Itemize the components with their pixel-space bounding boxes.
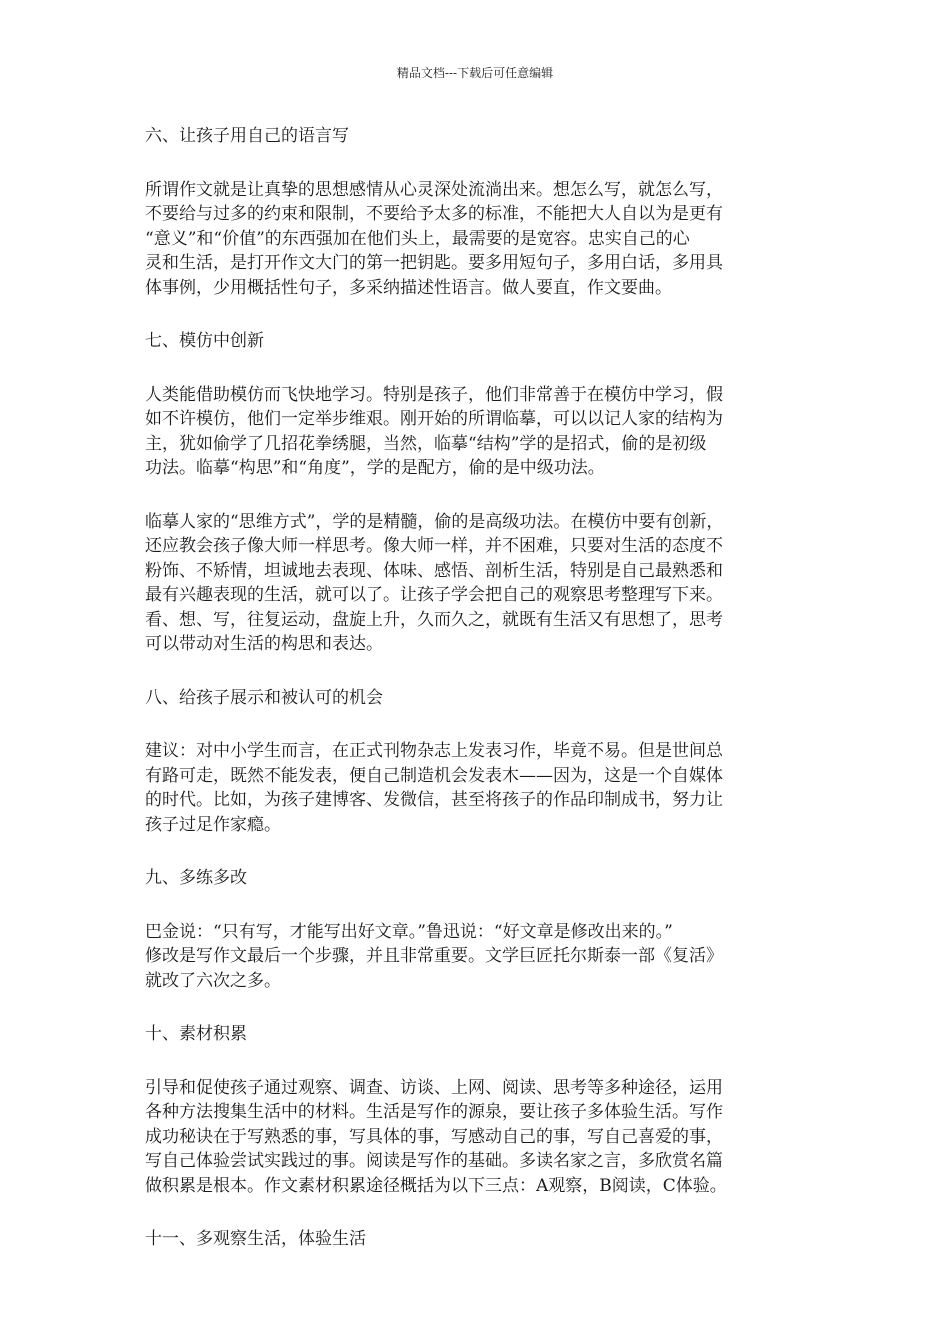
paragraph-line: 各种方法搜集生活中的材料。生活是写作的源泉，要让孩子多体验生活。写作: [145, 1102, 723, 1122]
section-heading: 十、素材积累: [145, 1024, 247, 1044]
paragraph-line: 主，犹如偷学了几招花拳绣腿，当然，临摹“结构”学的是招式，偷的是初级: [145, 433, 707, 454]
paragraph-line: 体事例，少用概括性句子，多采纳描述性语言。做人要直，作文要曲。: [145, 277, 672, 298]
paragraph-line: 还应教会孩子像大师一样思考。像大师一样，并不困难，只要对生活的态度不: [145, 536, 723, 556]
paragraph: [145, 178, 815, 301]
paragraph-line: 巴金说：“只有写，才能写出好文章。”鲁迅说：“好文章是修改出来的。”: [145, 921, 673, 942]
paragraph-line: 引导和促使孩子通过观察、调查、访谈、上网、阅读、思考等多种途径，运用: [145, 1077, 723, 1098]
paragraph-line: “意义”和“价值”的东西强加在他们头上，最需要的是宽容。忠实自己的心: [145, 228, 690, 249]
page-header: 精品文档---下载后可任意编辑: [396, 66, 554, 80]
paragraph-line: 看、想、写，往复运动，盘旋上升，久而久之，就既有生活又有思想了，思考: [145, 609, 723, 630]
paragraph-line: 灵和生活，是打开作文大门的第一把钥匙。要多用短句子，多用白话，多用具: [145, 253, 723, 273]
paragraph-line: 不要给与过多的约束和限制，不要给予太多的标准，不能把大人自以为是更有: [145, 204, 723, 224]
paragraph-line: 临摹人家的“思维方式”，学的是精髓，偷的是高级功法。在模仿中要有创新，: [145, 511, 724, 532]
paragraph: [145, 510, 815, 657]
paragraph-line: 人类能借助模仿而飞快地学习。特别是孩子，他们非常善于在模仿中学习，假: [145, 384, 723, 405]
section-heading: 六、让孩子用自己的语言写: [145, 126, 349, 146]
paragraph-line: 建议：对中小学生而言，在正式刊物杂志上发表习作，毕竟不易。但是世间总: [145, 741, 723, 761]
paragraph-line: 成功秘诀在于写熟悉的事，写具体的事，写感动自己的事，写自己喜爱的事，: [145, 1126, 723, 1147]
section-heading: 十一、多观察生活，体验生活: [145, 1229, 366, 1249]
paragraph-line: 就改了六次之多。: [145, 970, 281, 991]
paragraph: [145, 383, 815, 481]
paragraph-line: 的时代。比如，为孩子建博客、发微信，甚至将孩子的作品印制成书，努力让: [145, 790, 723, 810]
paragraph-line: 写自己体验尝试实践过的事。阅读是写作的基础。多读名家之言，多欣赏名篇: [145, 1151, 723, 1171]
paragraph-line: 可以带动对生活的构思和表达。: [145, 634, 383, 654]
paragraph: [145, 1076, 815, 1199]
paragraph-line: 功法。临摹“构思”和“角度”，学的是配方，偷的是中级功法。: [145, 458, 605, 478]
paragraph-line: 做积累是根本。作文素材积累途径概括为以下三点：A观察，B阅读，C体验。: [145, 1175, 727, 1196]
paragraph-line: 如不许模仿，他们一定举步维艰。刚开始的所谓临摹，可以以记人家的结构为: [145, 409, 723, 429]
section-heading: 九、多练多改: [145, 868, 247, 888]
paragraph-line: 粉饰、不矫情，坦诚地去表现、体味、感悟、剖析生活，特别是自己最熟悉和: [145, 560, 723, 581]
paragraph-line: 所谓作文就是让真挚的思想感情从心灵深处流淌出来。想怎么写，就怎么写，: [145, 179, 723, 200]
section-heading: 七、模仿中创新: [145, 331, 264, 351]
paragraph: [145, 739, 815, 837]
paragraph-line: 最有兴趣表现的生活，就可以了。让孩子学会把自己的观察思考整理写下来。: [145, 585, 723, 605]
section-heading: 八、给孩子展示和被认可的机会: [145, 687, 383, 708]
paragraph: [145, 920, 815, 994]
paragraph-line: 孩子过足作家瘾。: [145, 814, 281, 835]
paragraph-line: 有路可走，既然不能发表，便自己制造机会发表木——因为，这是一个自媒体: [145, 765, 723, 786]
paragraph-line: 修改是写作文最后一个步骤，并且非常重要。文学巨匠托尔斯泰一部《复活》: [145, 946, 723, 966]
document-body: [145, 124, 815, 1281]
